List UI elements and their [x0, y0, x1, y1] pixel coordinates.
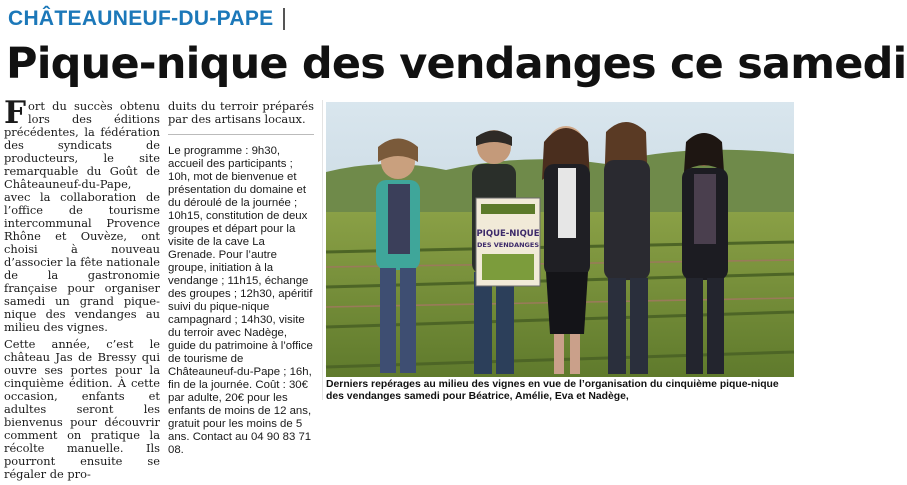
- paragraph-1: [4, 95, 160, 334]
- section-kicker: [8, 4, 285, 34]
- paragraph-1-text: ort du succès obtenu lors des éditions précédentes, la fédération des syndicats de producteurs, le site remarquable du Goût de Châteauneuf-du-Pape, avec la collaboration de l’office de tourisme intercommunal Provence Rhône et Ouvèze, ont choisi à nouveau d’associer la fête nationale de la gastronomie française pour organiser samedi un grand pique-nique des vendanges au milieu des vignes.: [4, 99, 160, 334]
- column-separator: [168, 134, 314, 135]
- paragraph-3: duits du terroir préparés par des artisans locaux.: [168, 99, 314, 126]
- kicker-divider: [283, 8, 285, 30]
- poster-sign: [476, 198, 540, 286]
- kicker-text: CHÂTEAUNEUF-DU-PAPE: [8, 7, 274, 30]
- article-photo: [326, 102, 794, 377]
- poster-title-line-2: DES VENDANGES: [476, 241, 540, 249]
- photo-illustration: [326, 102, 794, 377]
- headline: Pique-nique des vendanges ce samedi: [6, 39, 907, 89]
- drop-cap: F: [4, 95, 27, 131]
- poster-title-line-1: PIQUE-NIQUE: [476, 229, 540, 239]
- programme-box: Le programme : 9h30, accueil des participants ; 10h, mot de bienvenue et présentation du domaine et du déroulé de la journée ; 10h15, constitution de deux groupes et départ pour la visite de la cave La Grenade. Pour l’autre groupe, initiation à la vendange ; 11h15, échange des groupes ; 12h30, apéritif suivi du pique-nique campagnard ; 14h30, visite du terroir avec Nadège, guide du patrimoine à l’office de tourisme de Châteauneuf-du-Pape ; 16h, fin de la journée. Coût : 30€ par adulte, 20€ pour les enfants de moins de 12 ans, gratuit pour les moins de 5 ans. Contact au 04 90 83 71 08.: [168, 145, 313, 456]
- article-column-2: [168, 100, 314, 461]
- paragraph-2: Cette année, c’est le château Jas de Bressy qui ouvre ses portes pour la cinquième édition. À cette occasion, enfants et adultes seront les bienvenus pour découvrir comment on pratique la récolte manuelle. Ils pourront ensuite se régaler de pro-: [4, 337, 160, 481]
- column-rule: [322, 100, 323, 400]
- photo-caption: Derniers repérages au milieu des vignes en vue de l’organisation du cinquième pique-nique des vendanges samedi pour Béatrice, Amélie, Eva et Nadège,: [326, 379, 779, 402]
- article-column-1: [4, 95, 160, 485]
